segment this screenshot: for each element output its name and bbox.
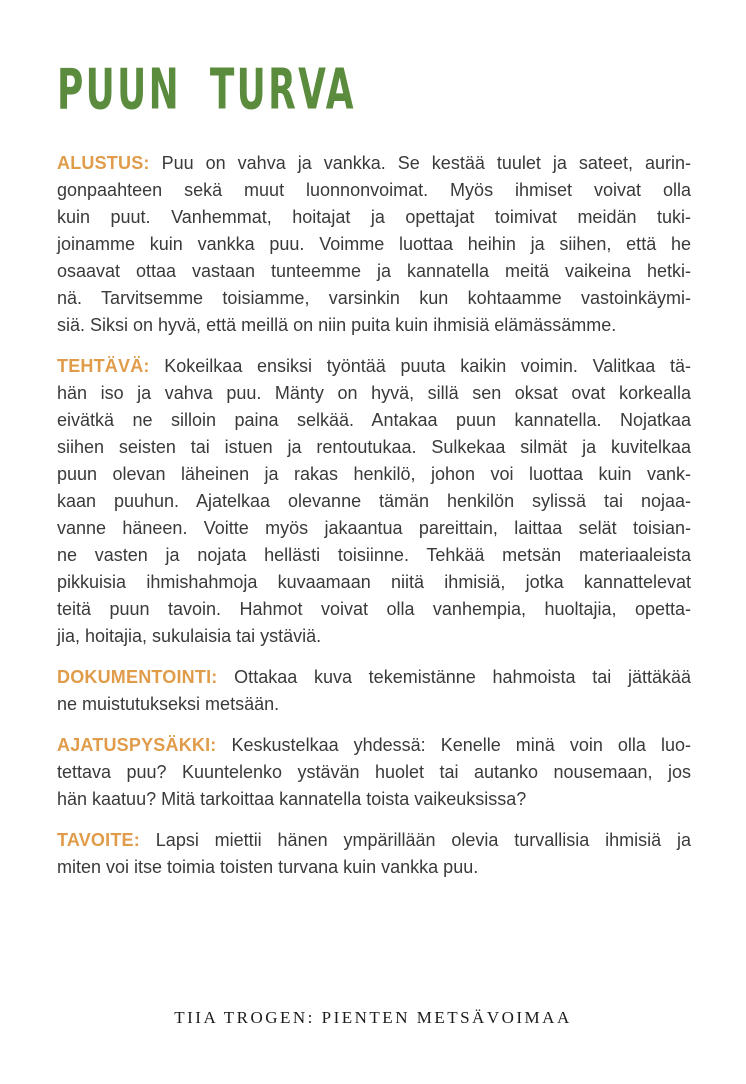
text-line: kaan puuhun. Ajatelkaa olevanne tämän henkilön sylissä tai nojaa- (57, 491, 691, 511)
text-line: hän kaatuu? Mitä tarkoittaa kannatella toista vaikeuksissa? (57, 789, 527, 809)
section-label-tehtava: TEHTÄVÄ: (57, 356, 150, 376)
text-line: hän iso ja vahva puu. Mänty on hyvä, sillä sen oksat ovat korkealla (57, 383, 691, 403)
paragraph-tehtava (57, 353, 691, 650)
text-line: ne muistutukseksi metsään. (57, 694, 280, 714)
text-line: pikkuisia ihmishahmoja kuvaamaan niitä ihmisiä, jotka kannattelevat (57, 572, 691, 592)
text-line: AJATUSPYSÄKKI: Keskustelkaa yhdessä: Kenelle minä voin olla luo- (57, 735, 691, 755)
text-line: jia, hoitajia, sukulaisia tai ystäviä. (57, 626, 322, 646)
footer-credit: TIIA TROGEN: PIENTEN METSÄVOIMAA (174, 1008, 572, 1027)
text-line: vanne häneen. Voitte myös jakaantua pareittain, laittaa selät toisian- (57, 518, 691, 538)
text-line: joinamme kuin vankka puu. Voimme luottaa heihin ja siihen, että he (57, 234, 691, 254)
text-line: puun olevan läheinen ja rakas henkilö, johon voi luottaa kuin vank- (57, 464, 691, 484)
text-line: kuin puut. Vanhemmat, hoitajat ja opettajat toimivat meidän tuki- (57, 207, 691, 227)
text-line: ALUSTUS: Puu on vahva ja vankka. Se kestää tuulet ja sateet, aurin- (57, 153, 691, 173)
text-line: nä. Tarvitsemme toisiamme, varsinkin kun kohtaamme vastoinkäymi- (57, 288, 691, 308)
text-line: siihen seisten tai istuen ja rentoutukaa. Sulkekaa silmät ja kuvitelkaa (57, 437, 691, 457)
section-label-tavoite: TAVOITE: (57, 830, 140, 850)
section-label-alustus: ALUSTUS: (57, 153, 150, 173)
page-title: PUUN TURVA (57, 56, 356, 122)
text-line: gonpaahteen sekä muut luonnonvoimat. Myös ihmiset voivat olla (57, 180, 691, 200)
paragraph-alustus (57, 150, 691, 339)
text-line: TAVOITE: Lapsi miettii hänen ympärillään olevia turvallisia ihmisiä ja (57, 830, 691, 850)
text-line: ne vasten ja nojata hellästi toisiinne. Tehkää metsän materiaaleista (57, 545, 691, 565)
text-line: DOKUMENTOINTI: Ottakaa kuva tekemistänne hahmoista tai jättäkää (57, 667, 691, 687)
text-line: siä. Siksi on hyvä, että meillä on niin puita kuin ihmisiä elämässämme. (57, 315, 617, 335)
paragraph-tavoite (57, 827, 691, 881)
text-line: teitä puun tavoin. Hahmot voivat olla vanhempia, huoltajia, opetta- (57, 599, 691, 619)
text-line: TEHTÄVÄ: Kokeilkaa ensiksi työntää puuta kaikin voimin. Valitkaa tä- (57, 356, 691, 376)
content (57, 150, 691, 895)
section-label-ajatuspysakki: AJATUSPYSÄKKI: (57, 735, 217, 755)
text-line: osaavat ottaa vastaan tunteemme ja kannatella meitä vaikeina hetki- (57, 261, 691, 281)
text-line: eivätkä ne silloin paina selkää. Antakaa puun kannatella. Nojatkaa (57, 410, 691, 430)
section-label-dokumentointi: DOKUMENTOINTI: (57, 667, 218, 687)
text-line: miten voi itse toimia toisten turvana kuin vankka puu. (57, 857, 479, 877)
text-line: tettava puu? Kuuntelenko ystävän huolet tai autanko nousemaan, jos (57, 762, 691, 782)
paragraph-ajatuspysakki (57, 732, 691, 813)
paragraph-dokumentointi (57, 664, 691, 718)
